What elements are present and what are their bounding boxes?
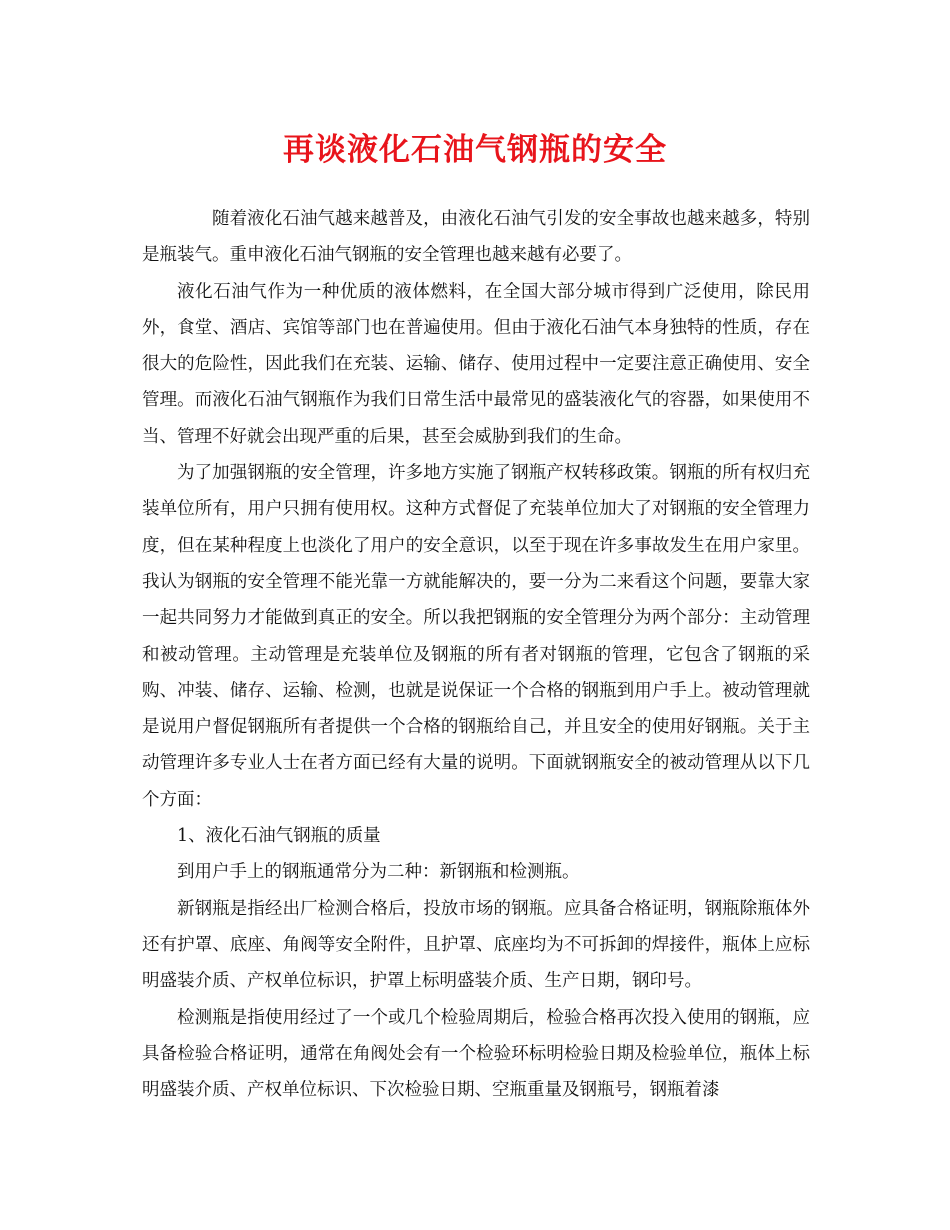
document-body bbox=[142, 201, 810, 1108]
document-title: 再谈液化石油气钢瓶的安全 bbox=[283, 132, 667, 168]
paragraph-cylinder-types: 到用户手上的钢瓶通常分为二种：新钢瓶和检测瓶。 bbox=[177, 862, 580, 883]
paragraph-new-cylinder: 新钢瓶是指经出厂检测合格后，投放市场的钢瓶。应具备合格证明，钢瓶除瓶体外还有护罩、底座、角阀等安全附件，且护罩、底座均为不可拆卸的焊接件，瓶体上应标明盛装介质、产权单位标识，护罩上标明盛装介质、生产日期，钢印号。 bbox=[142, 898, 810, 992]
paragraph-management: 为了加强钢瓶的安全管理，许多地方实施了钢瓶产权转移政策。钢瓶的所有权归充装单位所有，用户只拥有使用权。这种方式督促了充装单位加大了对钢瓶的安全管理力度，但在某种程度上也淡化了用户的安全意识，以至于现在许多事故发生在用户家里。我认为钢瓶的安全管理不能光靠一方就能解决的，要一分为二来看这个问题，要靠大家一起共同努力才能做到真正的安全。所以我把钢瓶的安全管理分为两个部分：主动管理和被动管理。主动管理是充装单位及钢瓶的所有者对钢瓶的管理，它包含了钢瓶的采购、冲装、储存、运输、检测，也就是说保证一个合格的钢瓶到用户手上。被动管理就是说用户督促钢瓶所有者提供一个合格的钢瓶给自己，并且安全的使用好钢瓶。关于主动管理许多专业人士在者方面已经有大量的说明。下面就钢瓶安全的被动管理从以下几个方面： bbox=[142, 463, 810, 810]
paragraph-intro: 随着液化石油气越来越普及，由液化石油气引发的安全事故也越来越多，特别是瓶装气。重申液化石油气钢瓶的安全管理也越来越有必要了。 bbox=[142, 209, 810, 266]
paragraph-inspected-cylinder: 检测瓶是指使用经过了一个或几个检验周期后，检验合格再次投入使用的钢瓶，应具备检验合格证明，通常在角阀处会有一个检验环标明检验日期及检验单位，瓶体上标明盛装介质、产权单位标识、下次检验日期、空瓶重量及钢瓶号，钢瓶着漆 bbox=[142, 1007, 810, 1101]
section-heading-quality: 1、液化石油气钢瓶的质量 bbox=[177, 826, 381, 847]
paragraph-lpg-usage: 液化石油气作为一种优质的液体燃料，在全国大部分城市得到广泛使用，除民用外，食堂、酒店、宾馆等部门也在普遍使用。但由于液化石油气本身独特的性质，存在很大的危险性，因此我们在充装、运输、储存、使用过程中一定要注意正确使用、安全管理。而液化石油气钢瓶作为我们日常生活中最常见的盛装液化气的容器，如果使用不当、管理不好就会出现严重的后果，甚至会威胁到我们的生命。 bbox=[142, 281, 810, 447]
